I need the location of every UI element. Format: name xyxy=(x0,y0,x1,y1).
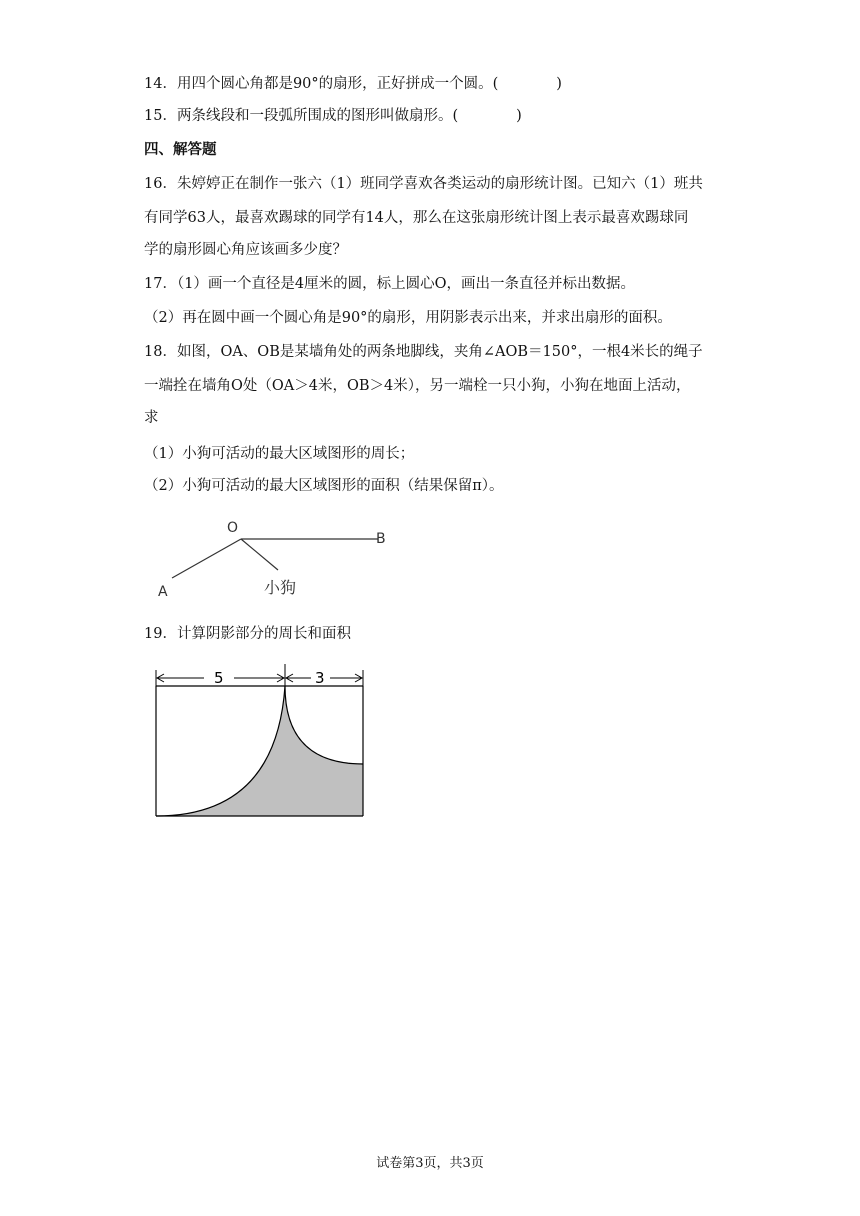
label-a: A xyxy=(158,584,168,600)
label-b: B xyxy=(376,531,386,547)
question-18-line-1: 18．如图，OA、OB是某墙角处的两条地脚线，夹角∠AOB＝150°，一根4米长的绳子 xyxy=(144,344,703,360)
question-18-part-2: （2）小狗可活动的最大区域图形的面积（结果保留π）。 xyxy=(144,478,504,494)
question-18-line-2: 一端拴在墙角O处（OA＞4米，OB＞4米），另一端栓一只小狗，小狗在地面上活动， xyxy=(144,378,691,394)
dim-label-3: 3 xyxy=(315,669,325,687)
page-footer: 试卷第3页，共3页 xyxy=(376,1156,484,1171)
shaded-region-figure xyxy=(146,660,372,824)
dim-label-5: 5 xyxy=(214,669,224,687)
shaded-region xyxy=(156,686,363,816)
label-dog: 小狗 xyxy=(264,578,297,597)
question-17-line-2: （2）再在圆中画一个圆心角是90°的扇形，用阴影表示出来，并求出扇形的面积。 xyxy=(144,310,672,326)
question-18-line-3: 求 xyxy=(144,410,159,426)
wall-corner-figure xyxy=(150,512,400,604)
question-18-part-1: （1）小狗可活动的最大区域图形的周长； xyxy=(144,446,415,462)
question-19: 19．计算阴影部分的周长和面积 xyxy=(144,626,351,642)
question-16-line-1: 16．朱婷婷正在制作一张六（1）班同学喜欢各类运动的扇形统计图。已知六（1）班共 xyxy=(144,176,703,192)
question-16-line-3: 学的扇形圆心角应该画多少度？ xyxy=(144,242,347,258)
question-16-line-2: 有同学63人，最喜欢踢球的同学有14人，那么在这张扇形统计图上表示最喜欢踢球同 xyxy=(144,210,689,226)
section-heading: 四、解答题 xyxy=(144,141,217,158)
rope-line xyxy=(241,539,278,570)
question-15: 15．两条线段和一段弧所围成的图形叫做扇形。( ) xyxy=(144,108,522,124)
question-17-line-1: 17．（1）画一个直径是4厘米的圆，标上圆心O，画出一条直径并标出数据。 xyxy=(144,276,636,292)
segment-oa xyxy=(172,539,241,578)
question-14: 14．用四个圆心角都是90°的扇形，正好拼成一个圆。( ) xyxy=(144,76,562,92)
label-o: O xyxy=(227,520,239,536)
